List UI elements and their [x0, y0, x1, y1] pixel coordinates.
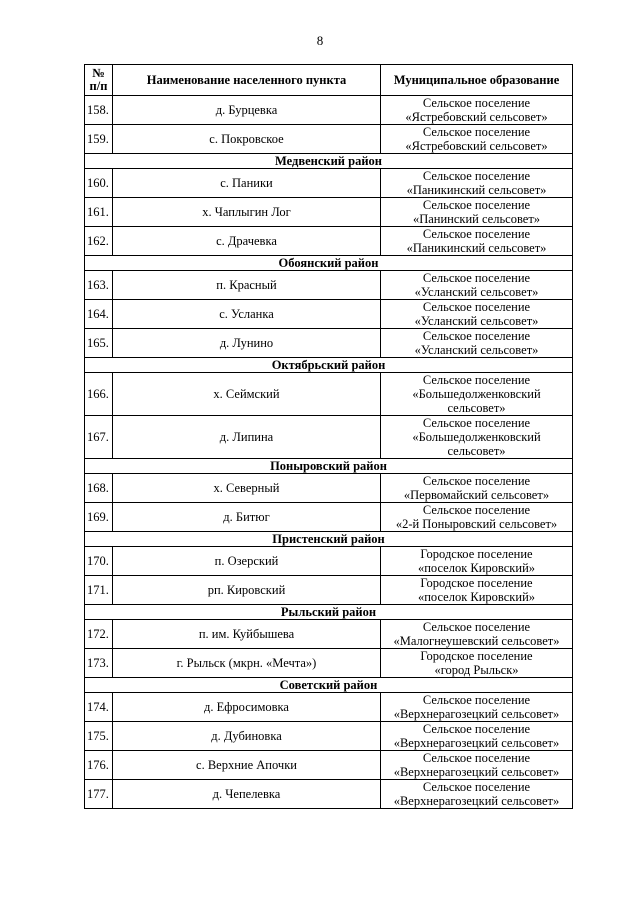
municipality-cell	[381, 373, 573, 416]
district-title: Октябрьский район	[85, 358, 573, 373]
table-row	[85, 576, 573, 605]
row-number: 163.	[85, 271, 113, 300]
municipality-line: «Верхнерагозецкий сельсовет»	[393, 707, 560, 721]
municipality-line: «поселок Кировский»	[417, 561, 536, 575]
municipality-line: Сельское поселение	[422, 198, 531, 212]
municipality-line: «Первомайский сельсовет»	[403, 488, 550, 502]
settlement-name: д. Лунино	[113, 329, 381, 358]
table-row	[85, 693, 573, 722]
municipality-line: «поселок Кировский»	[417, 590, 536, 604]
settlement-name: п. Красный	[113, 271, 381, 300]
municipality-line: «Усланский сельсовет»	[414, 314, 539, 328]
row-number: 173.	[85, 649, 113, 678]
district-title: Обоянский район	[85, 256, 573, 271]
municipality-line: Сельское поселение	[422, 125, 531, 139]
municipality-line: Сельское поселение	[422, 693, 531, 707]
municipality-line: Сельское поселение	[422, 780, 531, 794]
municipality-cell	[381, 125, 573, 154]
row-number: 162.	[85, 227, 113, 256]
table-row	[85, 169, 573, 198]
district-row	[85, 605, 573, 620]
row-number: 158.	[85, 96, 113, 125]
settlement-name: х. Чаплыгин Лог	[113, 198, 381, 227]
municipality-line: Сельское поселение	[422, 329, 531, 343]
municipality-line: Городское поселение	[420, 649, 533, 663]
district-row	[85, 256, 573, 271]
settlement-name: с. Верхние Апочки	[113, 751, 381, 780]
municipality-cell	[381, 780, 573, 809]
settlement-name: д. Битюг	[113, 503, 381, 532]
table-row	[85, 329, 573, 358]
table-row	[85, 300, 573, 329]
municipality-line: «Усланский сельсовет»	[414, 343, 539, 357]
settlement-name: рп. Кировский	[113, 576, 381, 605]
settlement-name: с. Покровское	[113, 125, 381, 154]
municipality-cell	[381, 474, 573, 503]
municipality-cell	[381, 329, 573, 358]
municipality-line: «Паникинский сельсовет»	[406, 183, 547, 197]
municipality-line: Сельское поселение	[422, 373, 531, 387]
settlements-table	[84, 64, 573, 809]
row-number: 166.	[85, 373, 113, 416]
settlement-name: д. Ефросимовка	[113, 693, 381, 722]
municipality-line: «Верхнерагозецкий сельсовет»	[393, 765, 560, 779]
district-title: Рыльский район	[85, 605, 573, 620]
municipality-cell	[381, 649, 573, 678]
row-number: 172.	[85, 620, 113, 649]
municipality-line: «Усланский сельсовет»	[414, 285, 539, 299]
settlement-name: п. Озерский	[113, 547, 381, 576]
table-row	[85, 780, 573, 809]
settlement-name: х. Сеймский	[113, 373, 381, 416]
table-header	[85, 65, 573, 96]
settlement-name: д. Чепелевка	[113, 780, 381, 809]
municipality-line: «Панинский сельсовет»	[412, 212, 541, 226]
row-number: 159.	[85, 125, 113, 154]
header-num: № п/п	[85, 65, 113, 96]
municipality-cell	[381, 198, 573, 227]
municipality-cell	[381, 300, 573, 329]
row-number: 165.	[85, 329, 113, 358]
district-row	[85, 678, 573, 693]
row-number: 176.	[85, 751, 113, 780]
table-row	[85, 373, 573, 416]
municipality-cell	[381, 503, 573, 532]
district-row	[85, 154, 573, 169]
settlement-name: д. Дубиновка	[113, 722, 381, 751]
municipality-cell	[381, 271, 573, 300]
table-row	[85, 503, 573, 532]
district-title: Пристенский район	[85, 532, 573, 547]
header-name: Наименование населенного пункта	[113, 65, 381, 96]
row-number: 164.	[85, 300, 113, 329]
municipality-line: Сельское поселение	[422, 96, 531, 110]
table-row	[85, 125, 573, 154]
municipality-line: Сельское поселение	[422, 271, 531, 285]
municipality-line: Сельское поселение	[422, 722, 531, 736]
municipality-line: Сельское поселение	[422, 416, 531, 430]
municipality-line: Сельское поселение	[422, 227, 531, 241]
table-body	[85, 96, 573, 809]
municipality-line: «Верхнерагозецкий сельсовет»	[393, 794, 560, 808]
municipality-line: «2-й Поныровский сельсовет»	[395, 517, 558, 531]
row-number: 174.	[85, 693, 113, 722]
settlement-name: с. Усланка	[113, 300, 381, 329]
municipality-line: Городское поселение	[420, 576, 533, 590]
table-row	[85, 474, 573, 503]
municipality-cell	[381, 547, 573, 576]
district-row	[85, 358, 573, 373]
row-number: 160.	[85, 169, 113, 198]
settlement-name: с. Драчевка	[113, 227, 381, 256]
settlement-name: г. Рыльск (мкрн. «Мечта»)	[113, 649, 381, 678]
district-title: Советский район	[85, 678, 573, 693]
settlement-name: д. Липина	[113, 416, 381, 459]
municipality-line: «Верхнерагозецкий сельсовет»	[393, 736, 560, 750]
settlement-name: п. им. Куйбышева	[113, 620, 381, 649]
municipality-line: «Большедолженковский	[412, 387, 541, 401]
municipality-cell	[381, 227, 573, 256]
table-row	[85, 751, 573, 780]
municipality-line: «Ястребовский сельсовет»	[405, 139, 548, 153]
municipality-line: Сельское поселение	[422, 503, 531, 517]
row-number: 161.	[85, 198, 113, 227]
settlement-name: х. Северный	[113, 474, 381, 503]
table-row	[85, 271, 573, 300]
header-municipality: Муниципальное образование	[381, 65, 573, 96]
district-title: Медвенский район	[85, 154, 573, 169]
table-row	[85, 722, 573, 751]
row-number: 177.	[85, 780, 113, 809]
municipality-line: Сельское поселение	[422, 300, 531, 314]
municipality-cell	[381, 620, 573, 649]
table-row	[85, 198, 573, 227]
row-number: 169.	[85, 503, 113, 532]
settlement-name: с. Паники	[113, 169, 381, 198]
table-row	[85, 416, 573, 459]
municipality-line: сельсовет»	[447, 444, 506, 458]
municipality-line: «город Рыльск»	[434, 663, 519, 677]
municipality-line: Сельское поселение	[422, 620, 531, 634]
row-number: 171.	[85, 576, 113, 605]
table-row	[85, 547, 573, 576]
table-row	[85, 649, 573, 678]
municipality-line: «Малогнеушевский сельсовет»	[393, 634, 560, 648]
row-number: 170.	[85, 547, 113, 576]
municipality-line: Сельское поселение	[422, 751, 531, 765]
row-number: 168.	[85, 474, 113, 503]
municipality-cell	[381, 416, 573, 459]
row-number: 175.	[85, 722, 113, 751]
table-row	[85, 620, 573, 649]
page-number: 8	[316, 33, 324, 48]
municipality-line: «Большедолженковский	[412, 430, 541, 444]
municipality-line: Городское поселение	[420, 547, 533, 561]
municipality-line: сельсовет»	[447, 401, 506, 415]
municipality-cell	[381, 169, 573, 198]
municipality-cell	[381, 751, 573, 780]
municipality-cell	[381, 722, 573, 751]
district-row	[85, 459, 573, 474]
municipality-line: Сельское поселение	[422, 169, 531, 183]
district-row	[85, 532, 573, 547]
municipality-line: «Ястребовский сельсовет»	[405, 110, 548, 124]
municipality-cell	[381, 96, 573, 125]
municipality-line: «Паникинский сельсовет»	[406, 241, 547, 255]
settlement-name: д. Бурцевка	[113, 96, 381, 125]
table-row	[85, 227, 573, 256]
municipality-cell	[381, 576, 573, 605]
table-row	[85, 96, 573, 125]
row-number: 167.	[85, 416, 113, 459]
municipality-line: Сельское поселение	[422, 474, 531, 488]
municipality-cell	[381, 693, 573, 722]
district-title: Поныровский район	[85, 459, 573, 474]
